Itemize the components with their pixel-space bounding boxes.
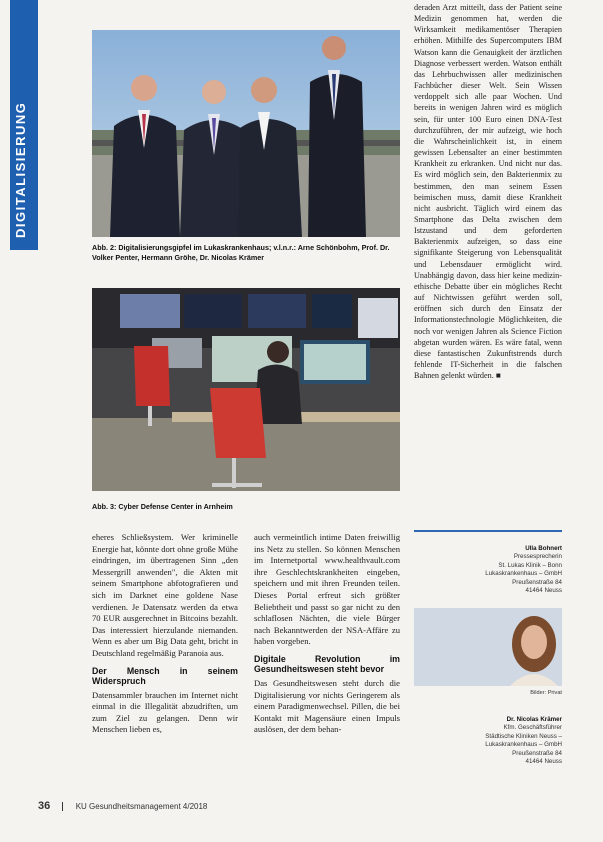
- author1-line: St. Lukas Klinik – Bonn: [498, 561, 562, 569]
- page-footer: [38, 800, 207, 812]
- col2-text-b: Das Gesundheitswesen steht durch die Digitalisierung vor nichts Geringerem als einem Paradigmenwechsel. Pillen, die bei Kontakt mit Magensäure einen Impuls auslösen, der dem behan-: [254, 677, 400, 735]
- author2-portrait: [414, 608, 562, 686]
- author2-line: Kfm. Geschäftsführer: [503, 724, 562, 732]
- author2-line: Lukaskrankenhaus – GmbH: [485, 741, 562, 749]
- right-column-text: deraden Arzt mitteilt, dass der Patient seine Medizin genommen hat, werden die Wirksamkeit medikamentöser Therapien erhöhen. Mithilfe des Supercomputers IBM Watson kann die Genauigkeit der ärztlichen Diagnose verbessert werden. Watson enthält das Lehrbuchwissen aller medizinischen Fachbücher dieser Welt. Sein Wissen verdoppelt sich alle paar Wochen. Und bereits in wenigen Jahren wird es möglich sein, für unter 100 Euro einen DNA-Test durchzuführen, der mir aufzeigt, wie hoch die Wahrscheinlichkeit ist, in einem gewissen Lebensalter an einer bestimmten Krankheit zu erkranken. Und nicht nur das. Es wird möglich sein, den Bakterienmix zu bestimmen, den man seinem Essen beimischen muss, damit diese Krankheit nicht ausbricht. Täglich wird einem das Smartphone das Delta zwischen dem Istzustand und dem geforderten Bakterienmix aufzeigen, so dass eine signifikante Steigerung von Lebensqualität und Lebensdauer ermöglicht wird. Unabhängig davon, dass hier keine medizin-ethische Debatte über ein mögliches Recht auf Nichtwissen geführt werden soll, eröffnen sich durch den Einsatz der Informationstechnologie Möglichkeiten, die noch vor wenigen Jahren als Science Fiction abgetan wurden wären. Es wäre fatal, wenn diese fantastischen Zukunftstrends durch fehlende IT-Sicherheit in die falschen Bahnen gelenkt würden.: [414, 3, 562, 381]
- col1-text-b: Datensammler brauchen im Internet nicht einmal in die Illegalität abzudriften, um zum Ziel zu gelangen. Denn wir Menschen lieben es,: [92, 689, 238, 735]
- section-tab: [10, 0, 38, 250]
- right-column: [414, 2, 562, 381]
- photo2-caption: [92, 243, 402, 263]
- column-1: [92, 532, 238, 736]
- column-2: [254, 532, 400, 736]
- author2-credit-text: Bilder: Privat: [530, 690, 562, 696]
- author2-line: Städtische Kliniken Neuss –: [485, 732, 562, 740]
- col2-text-a: auch vermeintlich intime Daten freiwillig ins Netz zu stellen. So können Menschen im Internetportal www.healthvault.com ihre Geschlechtskrankheiten eingeben, speichern und mit ihren Freunden teilen. Dieses Portal erfreut sich größter Beliebtheit und passt so gar nicht zu den schlaflosen Nächten, die viele Bürger nach Bekanntwerden der NSA-Affäre zu haben vorgeben.: [254, 532, 400, 647]
- end-mark: ■: [495, 371, 501, 381]
- col1-heading: Der Mensch in seinem Widerspruch: [92, 665, 238, 687]
- author1-line: 41464 Neuss: [525, 587, 562, 595]
- author2-portrait-image: [414, 608, 562, 686]
- publication-name: KU Gesundheitsmanagement 4/2018: [75, 802, 208, 811]
- author1-line: Lukaskrankenhaus – GmbH: [485, 570, 562, 578]
- footer-divider: [62, 802, 63, 811]
- author1-line: Preußenstraße 84: [512, 578, 562, 586]
- photo2-caption-label: Abb. 2:: [92, 243, 117, 252]
- page-number: 36: [38, 800, 51, 812]
- author1-line: Pressesprecherin: [513, 553, 562, 561]
- photo3-caption-text: Cyber Defense Center in Arnheim: [118, 502, 233, 511]
- col2-heading: Digitale Revolution im Gesundheitswesen steht bevor: [254, 653, 400, 675]
- col1-text-a: eheres Schließsystem. Wer kriminelle Energie hat, könnte dort ohne große Mühe eindringen, im übertragenen Sinn „den Messergrill anwenden", die Akten mit seinem Smartphone abfotografieren und sich im Darknet eine goldene Nase verdienen. Je Datensatz werden da etwa 70 EUR ausgerechnet in Bitcoins bezahlt. Das interessiert hierzulande niemanden. Wenn es aber um Big Data geht, bricht in Deutschland regelmäßig Paranoia aus.: [92, 532, 238, 658]
- group-photo-image: [92, 30, 400, 237]
- control-room-image: [92, 288, 400, 491]
- author1-box: [414, 545, 562, 595]
- author2-line: Preußenstraße 84: [512, 749, 562, 757]
- author2-name: Dr. Nicolas Krämer: [506, 716, 562, 723]
- group-photo: [92, 30, 400, 237]
- author2-credit: [414, 689, 562, 697]
- control-room-photo: [92, 288, 400, 491]
- author-divider: [414, 530, 562, 532]
- photo2-caption-text: Digitalisierungsgipfel im Lukaskrankenhaus; v.l.n.r.: Arne Schönbohm, Prof. Dr. Volker Penter, Hermann Gröhe, Dr. Nicolas Krämer: [92, 243, 390, 262]
- author2-box: [414, 716, 562, 766]
- author1-name: Ulla Bohnert: [525, 545, 562, 552]
- photo3-caption-label: Abb. 3:: [92, 502, 117, 511]
- author2-line: 41464 Neuss: [525, 758, 562, 766]
- section-label: DIGITALISIERUNG: [13, 101, 28, 238]
- photo3-caption: [92, 502, 402, 512]
